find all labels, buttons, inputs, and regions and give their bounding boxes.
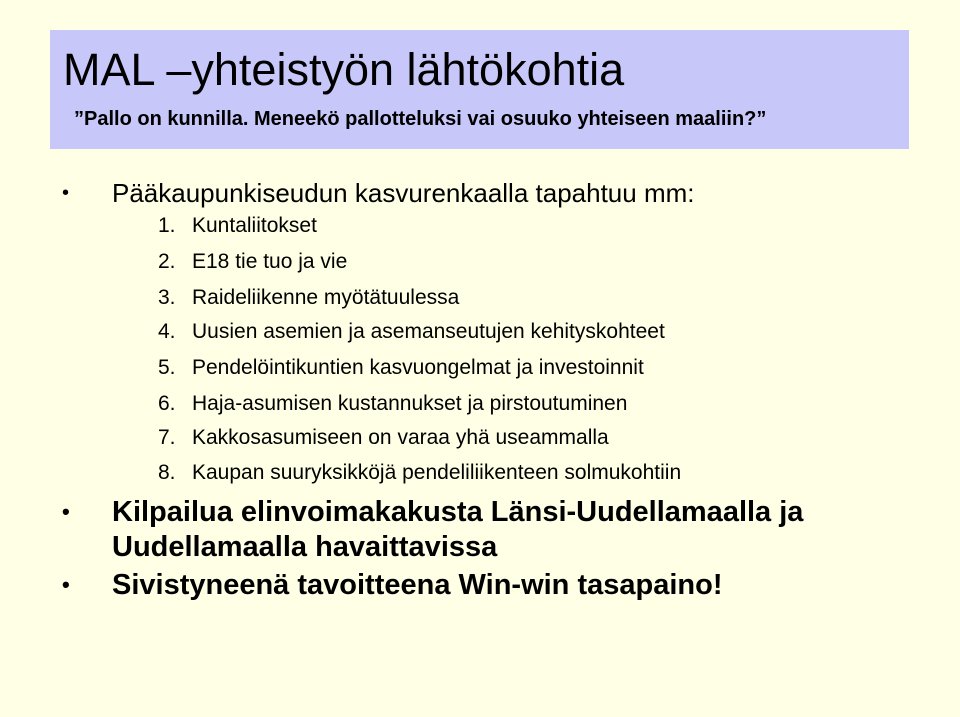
bullet-icon: • xyxy=(62,572,70,597)
numbered-item xyxy=(158,354,644,382)
bullet-icon: • xyxy=(62,499,70,524)
item-text: Pendelöintikuntien kasvuongelmat ja investoinnit xyxy=(192,356,644,379)
numbered-item xyxy=(158,212,317,240)
bullet-icon: • xyxy=(62,182,70,204)
item-number: 2. xyxy=(158,250,176,273)
slide-subtitle: ”Pallo on kunnilla. Meneekö pallotteluksi vai osuuko yhteiseen maaliin?” xyxy=(74,108,767,130)
item-text: Haja-asumisen kustannukset ja pirstoutuminen xyxy=(192,392,628,415)
item-text: Kakkosasumiseen on varaa yhä useammalla xyxy=(192,426,609,449)
item-text: Kuntaliitokset xyxy=(192,214,317,237)
item-number: 7. xyxy=(158,426,176,449)
title-banner xyxy=(50,30,909,149)
item-number: 1. xyxy=(158,214,176,237)
item-number: 6. xyxy=(158,392,176,415)
bullet-text: Kilpailua elinvoimakakusta Länsi-Uudellamaalla ja xyxy=(112,496,804,528)
item-number: 4. xyxy=(158,320,176,343)
numbered-item xyxy=(158,424,609,452)
item-number: 5. xyxy=(158,356,176,379)
numbered-item xyxy=(158,318,665,346)
item-text: Kaupan suuryksikköjä pendeliliikenteen solmukohtiin xyxy=(192,461,682,484)
item-number: 3. xyxy=(158,286,176,309)
item-text: Uusien asemien ja asemanseutujen kehityskohteet xyxy=(192,320,665,343)
item-text: Raideliikenne myötätuulessa xyxy=(192,286,460,309)
numbered-item xyxy=(158,248,347,276)
bullet-text: Sivistyneenä tavoitteena Win-win tasapaino! xyxy=(112,569,723,601)
item-text: E18 tie tuo ja vie xyxy=(192,250,348,273)
numbered-item xyxy=(158,284,459,312)
bullet-text: Pääkaupunkiseudun kasvurenkaalla tapahtuu mm: xyxy=(112,178,695,208)
slide-title: MAL –yhteistyön lähtökohtia xyxy=(63,44,625,95)
numbered-item xyxy=(158,390,627,418)
numbered-item xyxy=(158,459,681,487)
item-number: 8. xyxy=(158,461,176,484)
bullet-text-continuation: Uudellamaalla havaittavissa xyxy=(112,531,498,563)
